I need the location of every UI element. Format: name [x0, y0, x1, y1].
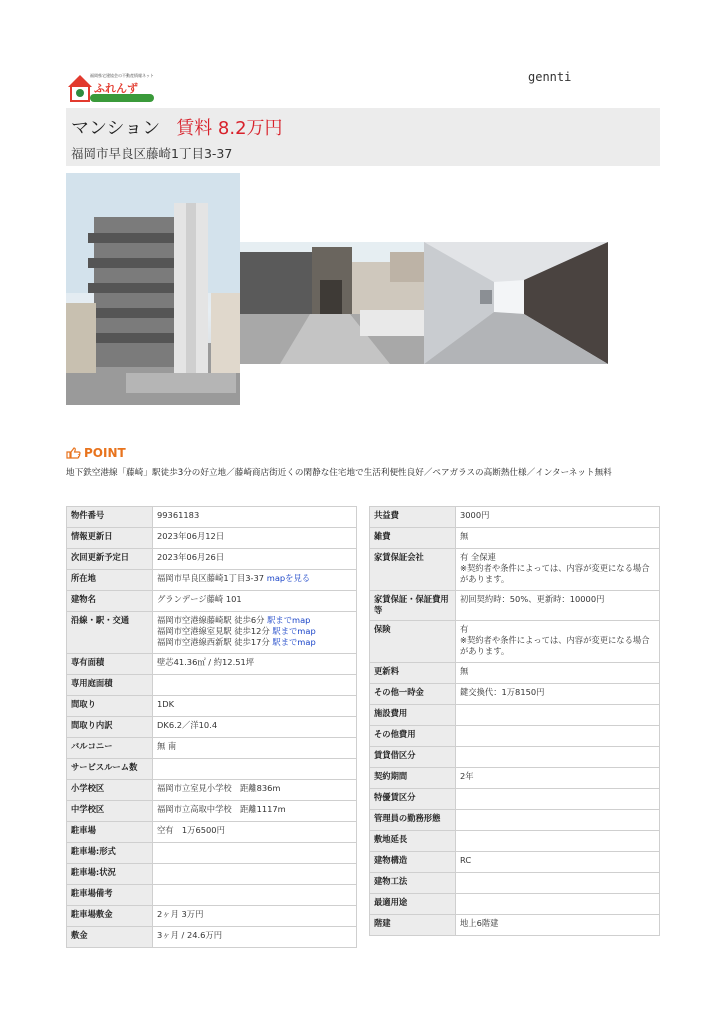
- spec-key: その他一時金: [370, 684, 456, 705]
- property-spec-table-left: [66, 506, 357, 948]
- spec-value: 初回契約時：50%、更新時：10000円: [456, 591, 660, 621]
- spec-key: 管理員の勤務形態: [370, 810, 456, 831]
- spec-key: 保険: [370, 621, 456, 663]
- spec-note: ※契約者や条件によっては、内容が変更になる場合があります。: [460, 635, 650, 656]
- spec-key: 専用庭面積: [67, 675, 153, 696]
- spec-value: 2023年06月26日: [153, 549, 357, 570]
- spec-value: 地上6階建: [456, 915, 660, 936]
- table-row: [67, 885, 357, 906]
- spec-value: 福岡市立室見小学校 距離836m: [153, 780, 357, 801]
- spec-value: 福岡市立高取中学校 距離1117m: [153, 801, 357, 822]
- hallway-photo[interactable]: [424, 242, 608, 364]
- spec-key: 沿線・駅・交通: [67, 612, 153, 654]
- spec-value: [153, 675, 357, 696]
- table-row: [370, 831, 660, 852]
- spec-value: 無: [456, 528, 660, 549]
- spec-value: 壁芯41.36㎡ / 約12.51坪: [153, 654, 357, 675]
- table-row: [370, 663, 660, 684]
- spec-key: サービスルーム数: [67, 759, 153, 780]
- table-row: [370, 873, 660, 894]
- table-row: [370, 852, 660, 873]
- spec-key: 駐車場備考: [67, 885, 153, 906]
- spec-value: DK6.2／洋10.4: [153, 717, 357, 738]
- spec-value: [153, 885, 357, 906]
- table-row: [370, 768, 660, 789]
- pointing-hand-icon: [66, 447, 81, 459]
- station-map-link[interactable]: 駅までmap: [267, 615, 311, 625]
- table-row: [67, 612, 357, 654]
- spec-value: [153, 570, 357, 591]
- spec-key: 次回更新予定日: [67, 549, 153, 570]
- spec-key: 情報更新日: [67, 528, 153, 549]
- spec-key: 中学校区: [67, 801, 153, 822]
- spec-value: 3000円: [456, 507, 660, 528]
- table-row: [67, 864, 357, 885]
- table-row: [67, 780, 357, 801]
- spec-key: 敷地延長: [370, 831, 456, 852]
- address-value: 福岡市早良区藤崎1丁目3-37: [157, 573, 265, 583]
- spec-key: 駐車場敷金: [67, 906, 153, 927]
- point-label: POINT: [84, 446, 126, 460]
- spec-key: 共益費: [370, 507, 456, 528]
- station-text: 福岡市空港線西新駅 徒歩17分: [157, 637, 270, 647]
- table-row: [67, 759, 357, 780]
- agent-name: gennti: [528, 70, 572, 84]
- spec-value: [456, 789, 660, 810]
- spec-value: [456, 831, 660, 852]
- spec-main-value: 有: [460, 624, 469, 634]
- property-type: マンション: [71, 118, 161, 139]
- spec-key: 契約期間: [370, 768, 456, 789]
- spec-value: [456, 873, 660, 894]
- spec-key: 専有面積: [67, 654, 153, 675]
- spec-key: 賃貸借区分: [370, 747, 456, 768]
- spec-value: 2年: [456, 768, 660, 789]
- spec-key: 建物名: [67, 591, 153, 612]
- station-text: 福岡市空港線藤崎駅 徒歩6分: [157, 615, 265, 625]
- table-row: [67, 717, 357, 738]
- table-row: [370, 591, 660, 621]
- table-row: [370, 810, 660, 831]
- site-logo[interactable]: [66, 72, 156, 104]
- table-row: [67, 570, 357, 591]
- entrance-photo[interactable]: [240, 242, 424, 364]
- spec-value: [456, 726, 660, 747]
- spec-value: [456, 621, 660, 663]
- spec-key: 間取り内訳: [67, 717, 153, 738]
- spec-key: 駐車場:形式: [67, 843, 153, 864]
- spec-key: バルコニー: [67, 738, 153, 759]
- building-exterior-photo[interactable]: [66, 173, 240, 405]
- station-line-2: [157, 626, 352, 637]
- table-row: [67, 822, 357, 843]
- spec-value: [153, 759, 357, 780]
- spec-key: 所在地: [67, 570, 153, 591]
- spec-value: RC: [456, 852, 660, 873]
- station-map-link[interactable]: 駅までmap: [272, 626, 316, 636]
- spec-key: 施設費用: [370, 705, 456, 726]
- table-row: [370, 621, 660, 663]
- table-row: [67, 801, 357, 822]
- spec-key: 階建: [370, 915, 456, 936]
- table-row: [370, 549, 660, 591]
- spec-key: 駐車場:状況: [67, 864, 153, 885]
- table-row: [370, 528, 660, 549]
- spec-note: ※契約者や条件によっては、内容が変更になる場合があります。: [460, 563, 650, 584]
- table-row: [370, 747, 660, 768]
- spec-value: グランデージ藤崎 101: [153, 591, 357, 612]
- spec-value: 1DK: [153, 696, 357, 717]
- table-row: [67, 591, 357, 612]
- table-row: [67, 843, 357, 864]
- spec-key: その他費用: [370, 726, 456, 747]
- spec-value: [153, 843, 357, 864]
- spec-value: 2ヶ月 3万円: [153, 906, 357, 927]
- spec-value: [456, 894, 660, 915]
- spec-value: 3ヶ月 / 24.6万円: [153, 927, 357, 948]
- table-row: [370, 789, 660, 810]
- spec-key: 雑費: [370, 528, 456, 549]
- table-row: [67, 738, 357, 759]
- table-row: [67, 549, 357, 570]
- table-row: [67, 927, 357, 948]
- spec-value: [153, 612, 357, 654]
- logo-text: ふれんず: [94, 82, 138, 95]
- spec-key: 建物構造: [370, 852, 456, 873]
- spec-key: 駐車場: [67, 822, 153, 843]
- property-title-box: [66, 108, 660, 166]
- spec-main-value: 有 全保連: [460, 552, 496, 562]
- spec-value: [456, 747, 660, 768]
- property-title: [71, 114, 283, 140]
- point-heading: [66, 446, 126, 460]
- table-row: [67, 675, 357, 696]
- spec-value: [456, 549, 660, 591]
- spec-value: 空有 1万6500円: [153, 822, 357, 843]
- spec-key: 建物工法: [370, 873, 456, 894]
- spec-value: [456, 810, 660, 831]
- table-row: [370, 684, 660, 705]
- spec-value: 99361183: [153, 507, 357, 528]
- view-map-link[interactable]: mapを見る: [266, 573, 311, 583]
- spec-key: 小学校区: [67, 780, 153, 801]
- spec-value: [153, 864, 357, 885]
- property-address: 福岡市早良区藤崎1丁目3-37: [71, 146, 233, 161]
- table-row: [370, 915, 660, 936]
- spec-key: 間取り: [67, 696, 153, 717]
- station-text: 福岡市空港線室見駅 徒歩12分: [157, 626, 270, 636]
- station-line-3: [157, 637, 352, 648]
- table-row: [370, 507, 660, 528]
- station-map-link[interactable]: 駅までmap: [272, 637, 316, 647]
- spec-key: 最適用途: [370, 894, 456, 915]
- spec-key: 家賃保証・保証費用等: [370, 591, 456, 621]
- table-row: [67, 507, 357, 528]
- property-spec-table-right: [369, 506, 660, 936]
- spec-value: 2023年06月12日: [153, 528, 357, 549]
- spec-value: 無: [456, 663, 660, 684]
- table-row: [67, 654, 357, 675]
- table-row: [67, 906, 357, 927]
- table-row: [67, 696, 357, 717]
- table-row: [370, 705, 660, 726]
- spec-key: 敷金: [67, 927, 153, 948]
- table-row: [370, 894, 660, 915]
- table-row: [67, 528, 357, 549]
- station-line-1: [157, 615, 352, 626]
- spec-key: 特優賃区分: [370, 789, 456, 810]
- spec-key: 家賃保証会社: [370, 549, 456, 591]
- spec-value: [456, 705, 660, 726]
- point-description: 地下鉄空港線「藤崎」駅徒歩3分の好立地／藤崎商店街近くの閑静な住宅地で生活利便性良好／ペアガラスの高断熱仕様／インターネット無料: [66, 468, 612, 478]
- spec-key: 更新料: [370, 663, 456, 684]
- spec-key: 物件番号: [67, 507, 153, 528]
- spec-value: 鍵交換代：1万8150円: [456, 684, 660, 705]
- table-row: [370, 726, 660, 747]
- logo-small-text: 福岡県宅建協会の不動産情報ネット: [90, 73, 154, 78]
- rent-price: 賃料 8.2万円: [176, 118, 283, 139]
- spec-value: 無 南: [153, 738, 357, 759]
